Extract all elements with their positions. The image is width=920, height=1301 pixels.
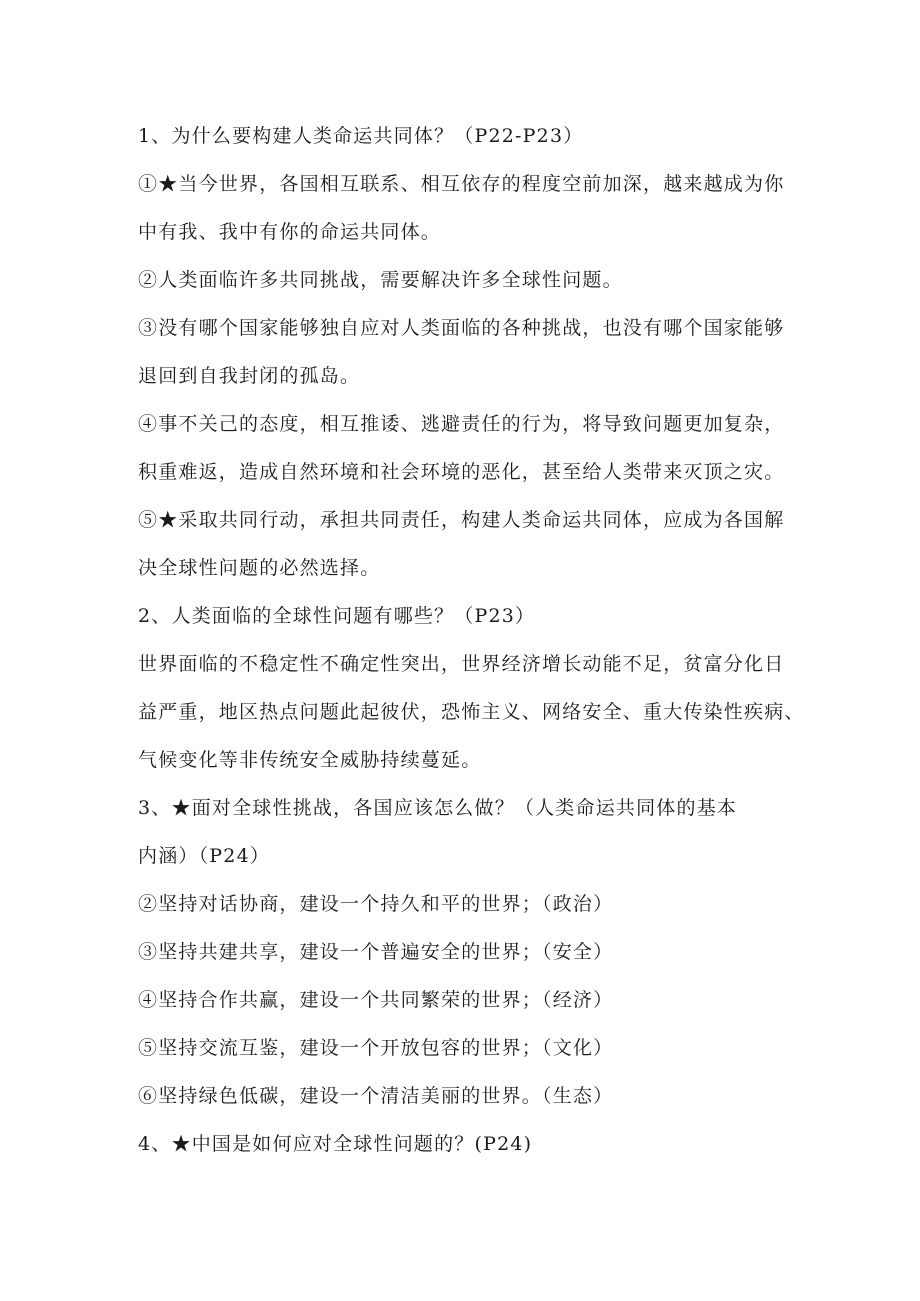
answer-1-point-1-line-1: ①★当今世界，各国相互联系、相互依存的程度空前加深，越来越成为你 [138,173,785,195]
question-3-heading-line-2: 内涵）（P24） [138,845,271,867]
answer-2-line-1: 世界面临的不稳定性不确定性突出，世界经济增长动能不足，贫富分化日 [138,653,785,675]
answer-3-point-3: ③坚持共建共享，建设一个普遍安全的世界；（安全） [138,941,614,963]
answer-3-point-6: ⑥坚持绿色低碳，建设一个清洁美丽的世界。（生态） [138,1085,614,1107]
answer-1-point-1-line-2: 中有我、我中有你的命运共同体。 [138,221,442,243]
answer-2-line-2: 益严重，地区热点问题此起彼伏，恐怖主义、网络安全、重大传染性疾病、 [138,701,805,723]
answer-1-point-4-line-2: 积重难返，造成自然环境和社会环境的恶化，甚至给人类带来灭顶之灾。 [138,461,785,483]
document-body [138,112,805,1168]
answer-3-point-5: ⑤坚持交流互鉴，建设一个开放包容的世界；（文化） [138,1037,614,1059]
answer-1-point-3-line-1: ③没有哪个国家能够独自应对人类面临的各种挑战，也没有哪个国家能够 [138,317,785,339]
question-4-heading: 4、★中国是如何应对全球性问题的？(P24) [138,1133,533,1155]
answer-1-point-2: ②人类面临许多共同挑战，需要解决许多全球性问题。 [138,269,623,291]
answer-1-point-3-line-2: 退回到自我封闭的孤岛。 [138,365,361,387]
answer-2-line-3: 气候变化等非传统安全威胁持续蔓延。 [138,749,482,771]
question-3-heading-line-1: 3、★面对全球性挑战，各国应该怎么做？（人类命运共同体的基本 [138,797,738,819]
answer-3-point-4: ④坚持合作共赢，建设一个共同繁荣的世界；（经济） [138,989,614,1011]
question-1-heading: 1、为什么要构建人类命运共同体？（P22-P23） [138,125,584,147]
answer-1-point-4-line-1: ④事不关己的态度，相互推诿、逃避责任的行为，将导致问题更加复杂， [138,413,785,435]
answer-3-point-2: ②坚持对话协商，建设一个持久和平的世界；（政治） [138,893,614,915]
answer-1-point-5-line-1: ⑤★采取共同行动，承担共同责任，构建人类命运共同体，应成为各国解 [138,509,785,531]
answer-1-point-5-line-2: 决全球性问题的必然选择。 [138,557,381,579]
question-2-heading: 2、人类面临的全球性问题有哪些？（P23） [138,605,536,627]
